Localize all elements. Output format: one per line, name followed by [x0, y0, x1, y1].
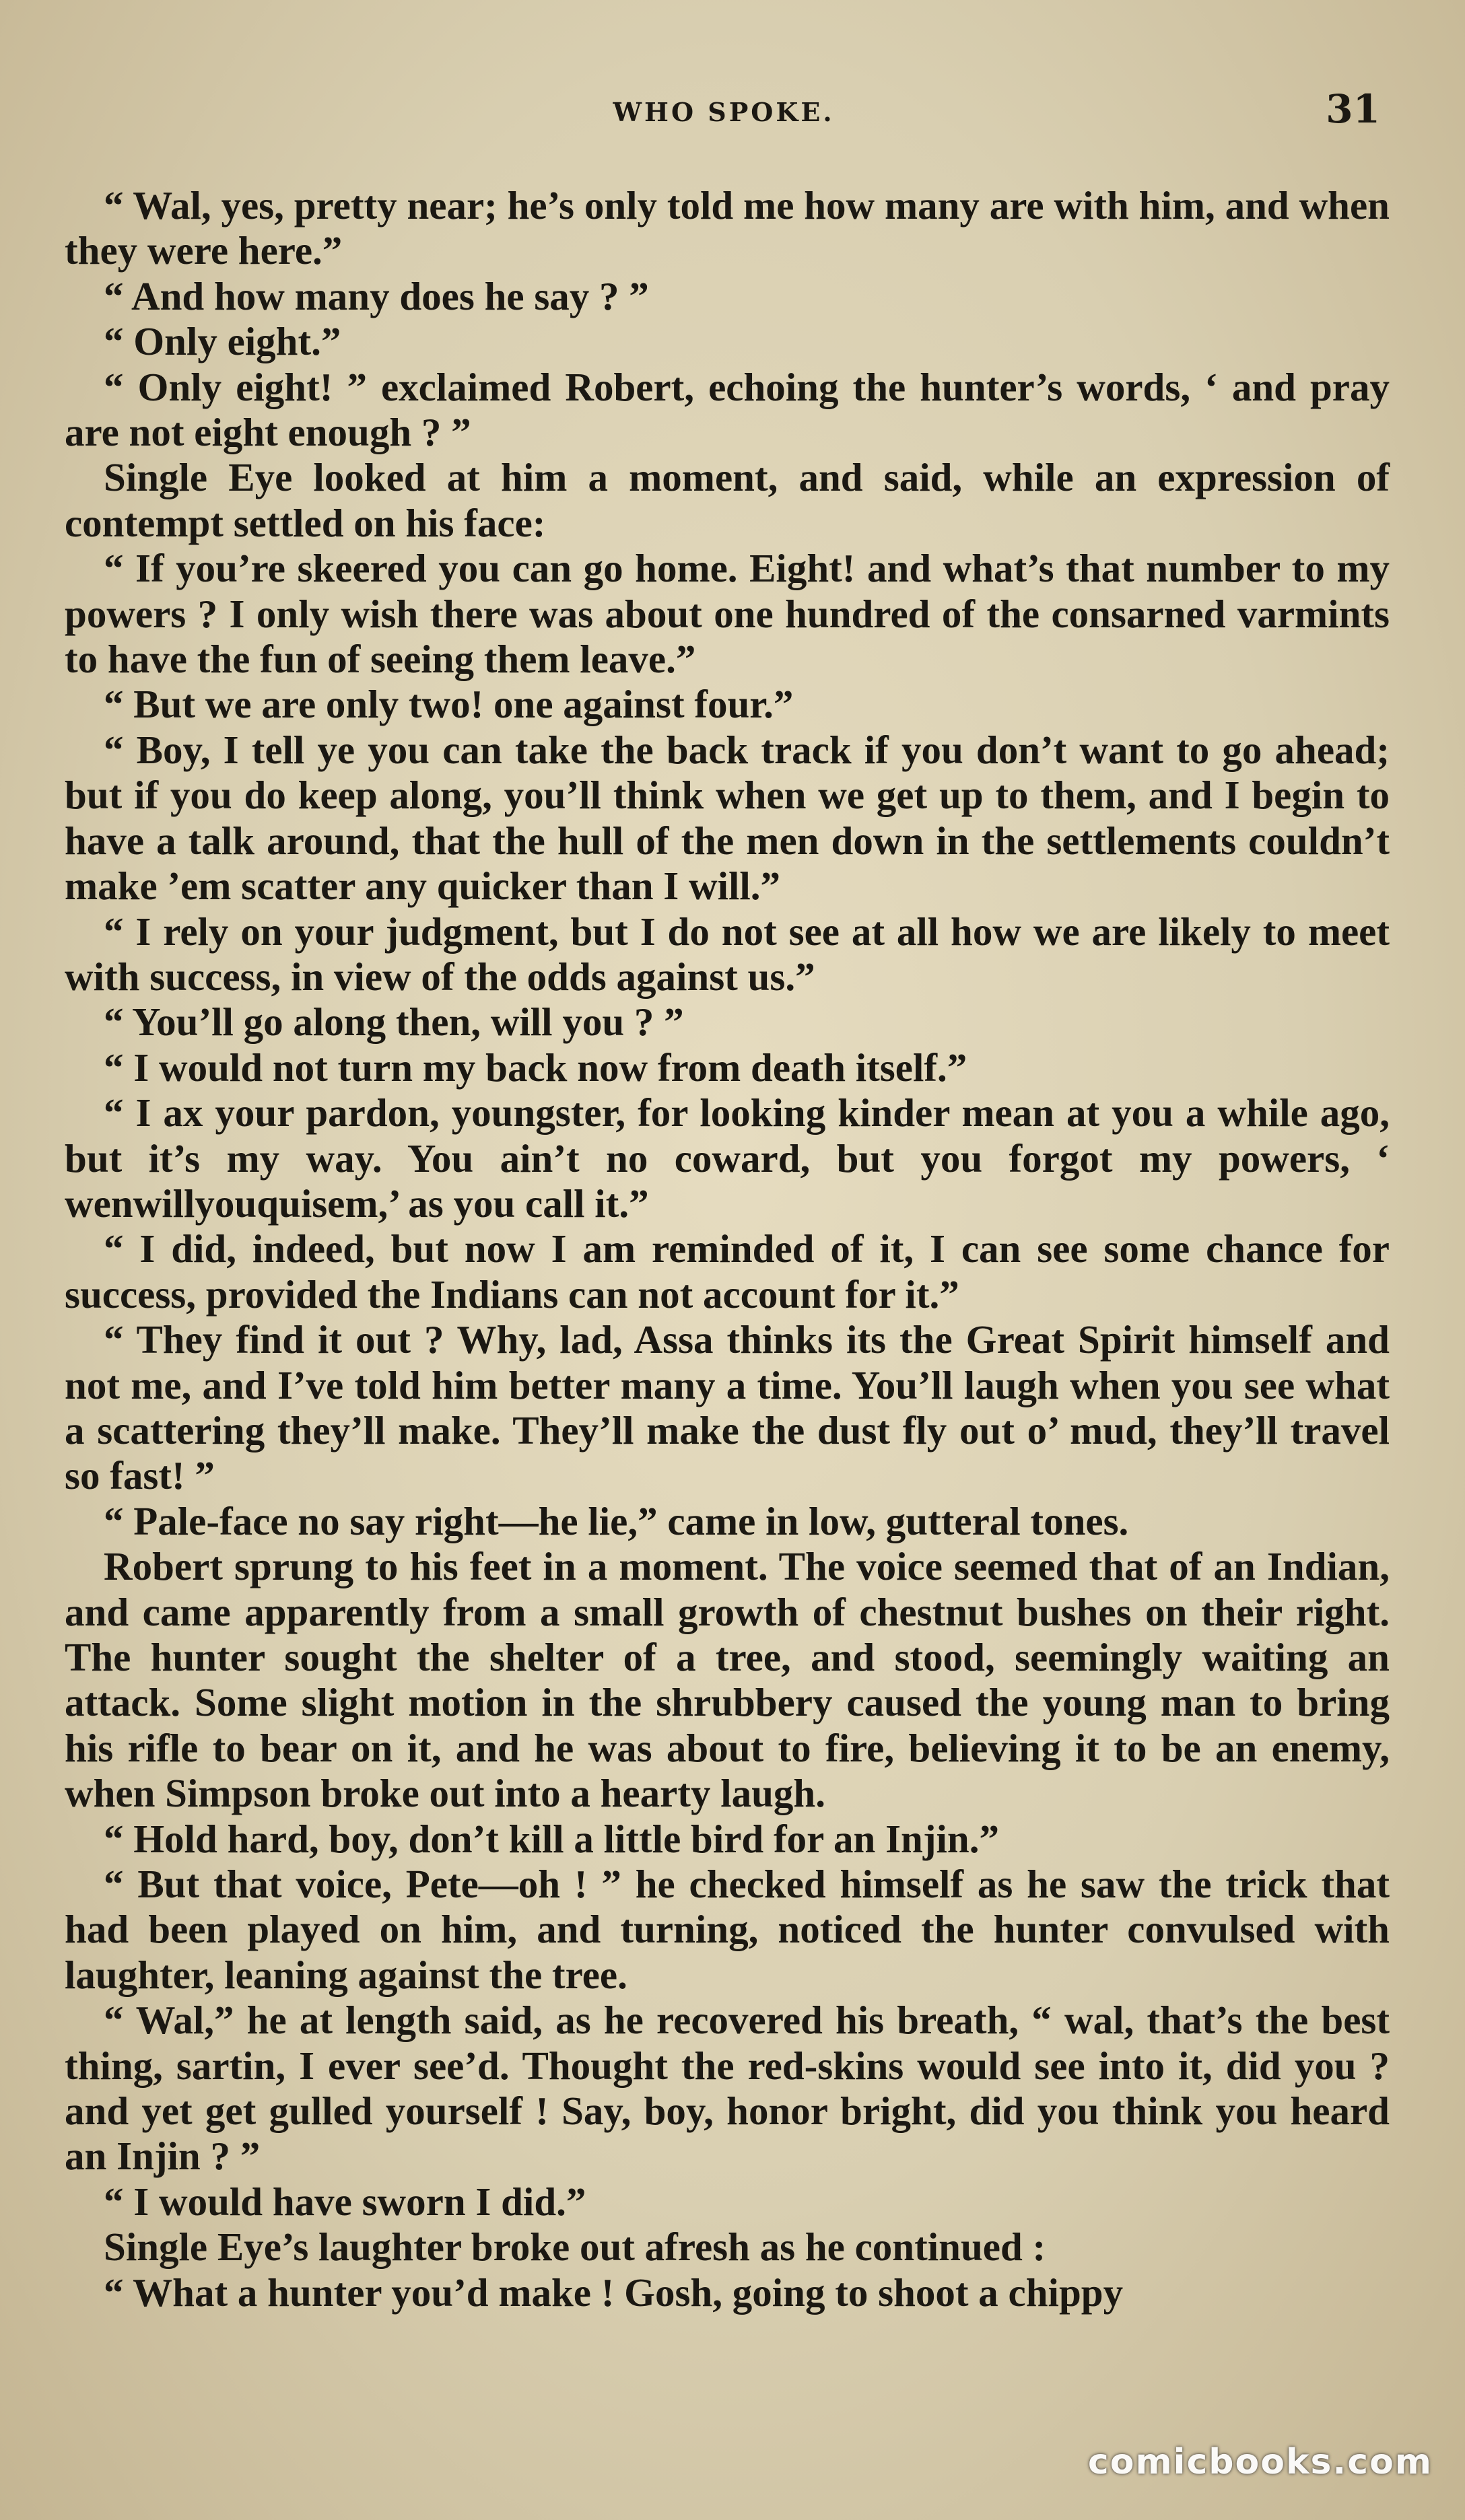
paragraph: “ If you’re skeered you can go home. Eight! and what’s that number to my powers ? I only wish there was about one hundred of the consarned varmints to have the fun of seeing them leave.”: [65, 546, 1390, 682]
paragraph: “ Hold hard, boy, don’t kill a little bird for an Injin.”: [104, 1816, 999, 1861]
paragraph: “ Wal,” he at length said, as he recovered his breath, “ wal, that’s the best thing, sartin, I ever see’d. Thought the red-skins would see into it, did you ? and yet get gulled yourself ! Say, boy, honor bright, did you think you heard an Injin ? ”: [65, 1998, 1390, 2179]
running-head: WHO SPOKE.: [613, 97, 835, 127]
paragraph: “ Pale-face no say right—he lie,” came in low, gutteral tones.: [104, 1498, 1129, 1543]
paragraph: “ Only eight! ” exclaimed Robert, echoing the hunter’s words, ‘ and pray are not eight enough ? ”: [65, 364, 1390, 455]
paragraph: “ Only eight.”: [104, 319, 341, 364]
paragraph: “ I would not turn my back now from death itself.”: [104, 1045, 967, 1090]
paragraph: “ They find it out ? Why, lad, Assa thinks its the Great Spirit himself and not me, and I’ve told him better many a time. You’ll laugh when you see what a scattering they’ll make. They’ll make the dust fly out o’ mud, they’ll travel so fast! ”: [65, 1317, 1390, 1498]
paragraph: Single Eye’s laughter broke out afresh as he continued :: [104, 2225, 1046, 2270]
paragraph: “ I did, indeed, but now I am reminded of it, I can see some chance for success, provided the Indians can not account for it.”: [65, 1226, 1390, 1317]
paragraph: “ What a hunter you’d make ! Gosh, going to shoot a chippy: [104, 2270, 1124, 2315]
paragraph: “ And how many does he say ? ”: [104, 273, 649, 318]
body-text: [65, 183, 1390, 2315]
paragraph: Single Eye looked at him a moment, and said, while an expression of contempt settled on his face:: [65, 455, 1390, 545]
paragraph: “ Boy, I tell ye you can take the back track if you don’t want to go ahead; but if you do keep along, you’ll think when we get up to them, and I begin to have a talk around, that the hull of the men down in the settlements couldn’t make ’em scatter any quicker than I will.”: [65, 727, 1390, 909]
watermark: comicbooks.com: [1087, 2442, 1433, 2482]
paragraph: “ I would have sworn I did.”: [104, 2179, 586, 2224]
paragraph: Robert sprung to his feet in a moment. The voice seemed that of an Indian, and came apparently from a small growth of chestnut bushes on their right. The hunter sought the shelter of a tree, and stood, seemingly waiting an attack. Some slight motion in the shrubbery caused the young man to bring his rifle to bear on it, and he was about to fire, believing it to be an enemy, when Simpson broke out into a hearty laugh.: [65, 1544, 1390, 1816]
page-header: [74, 86, 1380, 147]
paragraph: “ But that voice, Pete—oh ! ” he checked himself as he saw the trick that had been played on him, and turning, noticed the hunter convulsed with laughter, leaning against the tree.: [65, 1862, 1390, 1997]
paragraph: “ I rely on your judgment, but I do not see at all how we are likely to meet with success, in view of the odds against us.”: [65, 909, 1390, 999]
page-number: 31: [1326, 86, 1380, 132]
paragraph: “ I ax your pardon, youngster, for looking kinder mean at you a while ago, but it’s my way. You ain’t no coward, but you forgot my powers, ‘ wenwillyouquisem,’ as you call it.”: [65, 1090, 1390, 1226]
paragraph: “ But we are only two! one against four.”: [104, 682, 794, 727]
paragraph: “ You’ll go along then, will you ? ”: [104, 1000, 684, 1045]
paragraph: “ Wal, yes, pretty near; he’s only told me how many are with him, and when they were here.”: [65, 183, 1390, 273]
